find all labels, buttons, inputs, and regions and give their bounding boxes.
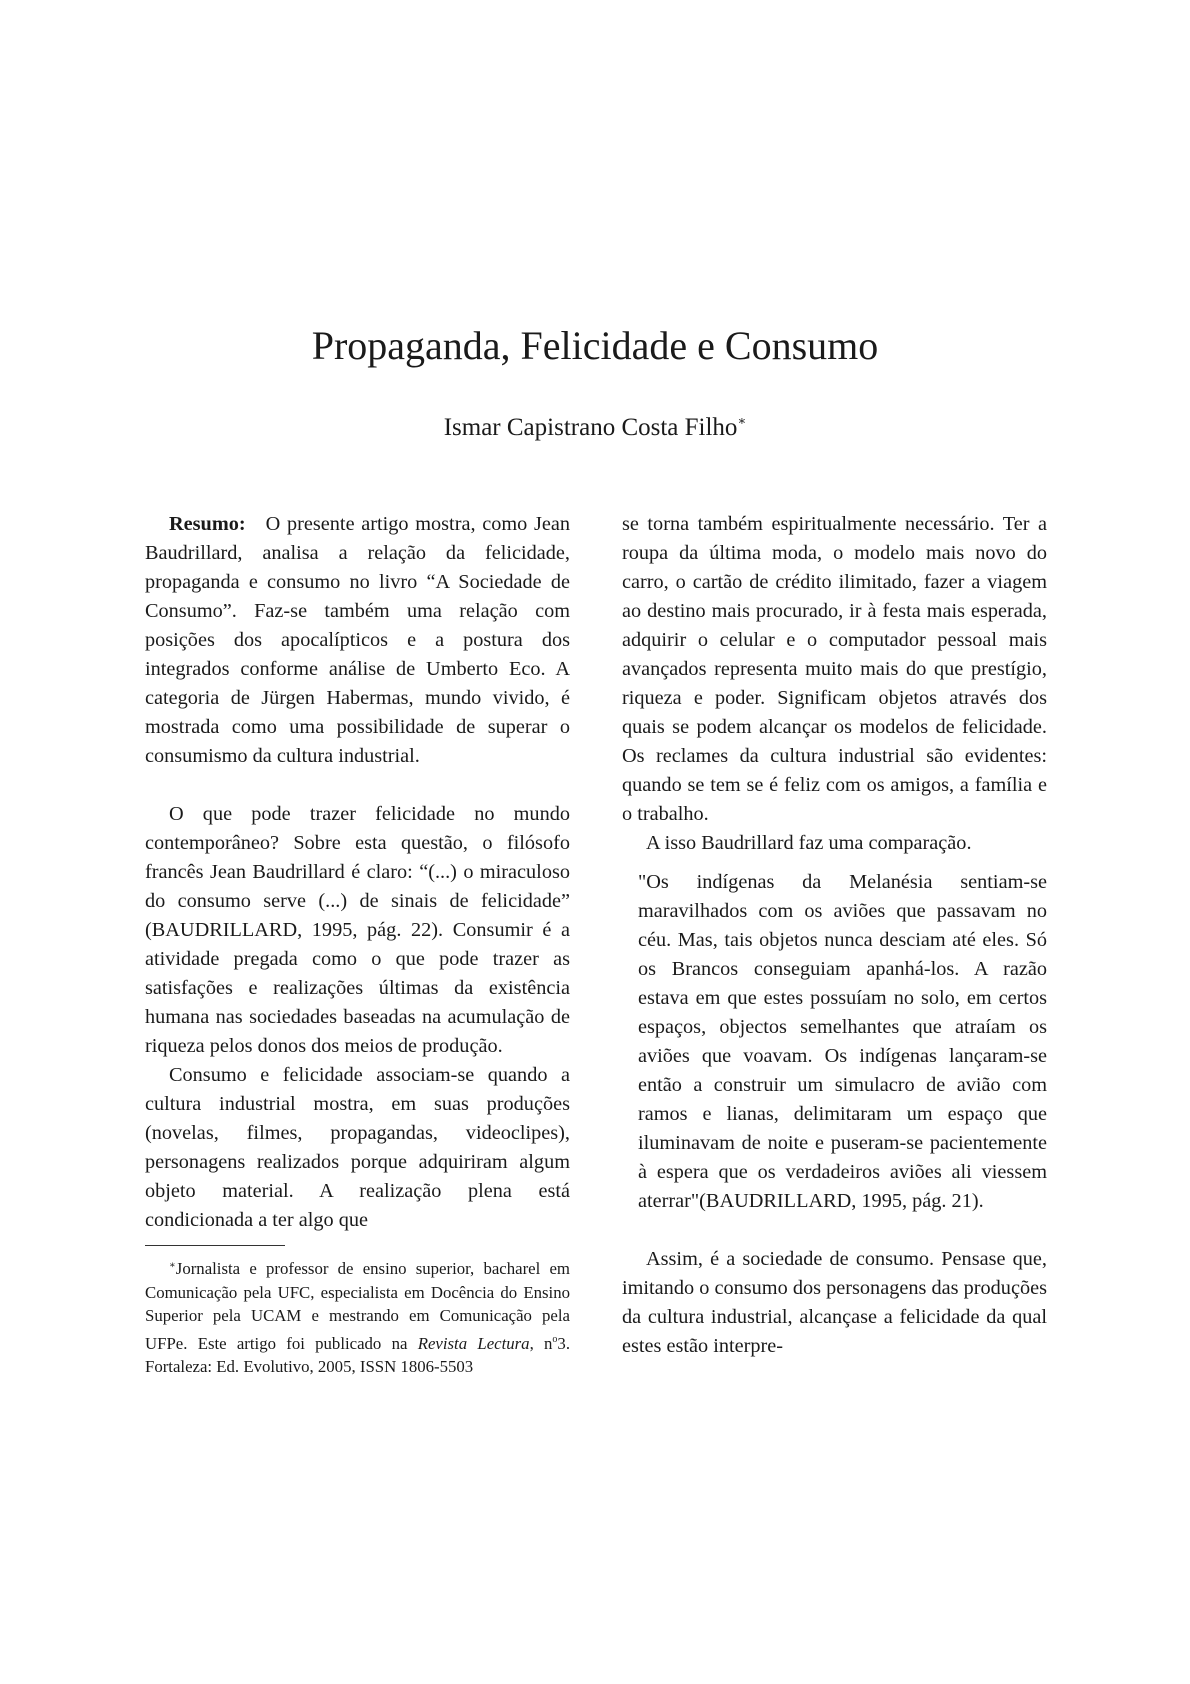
author-footnote-mark[interactable]: ∗ xyxy=(737,413,747,428)
section-gap xyxy=(145,771,570,800)
article-title: Propaganda, Felicidade e Consumo xyxy=(311,323,879,368)
abstract xyxy=(145,510,570,771)
footnote-text-a: Jornalista e professor de ensino superior, bacharel em Comunicação pela UFC, especialista em Docência do Ensino Superior pela UCAM e mestrando em Comunicação pela UFPe. Este artigo foi publicado na xyxy=(145,1259,570,1353)
right-column xyxy=(622,510,1047,1361)
author-name: Ismar Capistrano Costa Filho xyxy=(443,414,738,441)
body-paragraph-1: O que pode trazer felicidade no mundo contemporâneo? Sobre esta questão, o filósofo francês Jean Baudrillard é claro: “(...) o miraculoso do consumo serve (...) de sinais de felicidade” (BAUDRILLARD, 1995, pág. 22). Consumir é a atividade pregada como o que pode trazer as satisfações e realizações últimas da existência humana nas sociedades baseadas na acumulação de riqueza pelos donos dos meios de produção. xyxy=(145,803,570,1057)
author-line xyxy=(0,405,1190,444)
footnote-rule xyxy=(145,1245,285,1246)
footnote xyxy=(145,1254,570,1379)
footnote-issue-ordinal: o xyxy=(552,1333,558,1345)
abstract-text: O presente artigo mostra, como Jean Baudrillard, analisa a relação da felicidade, propaganda e consumo no livro “A Sociedade de Consumo”. Faz-se também uma relação com posições dos apocalípticos e a postura dos integrados conforme análise de Umberto Eco. A categoria de Jürgen Habermas, mundo vivido, é mostrada como uma possibilidade de superar o consumismo da cultura industrial. xyxy=(145,513,570,767)
section-gap-2 xyxy=(622,1216,1047,1245)
body-paragraph-2-continued: se torna também espiritualmente necessário. Ter a roupa da última moda, o modelo mais novo do carro, o cartão de crédito ilimitado, fazer a viagem ao destino mais procurado, ir à festa mais esperada, adquirir o celular e o computador pessoal mais avançados representa muito mais do que prestígio, riqueza e poder. Significam objetos através dos quais se podem alcançar os modelos de felicidade. Os reclames da cultura industrial são evidentes: quando se tem se é feliz com os amigos, a família e o trabalho. xyxy=(622,513,1047,825)
body-paragraph-4: Assim, é a sociedade de consumo. Pensase que, imitando o consumo dos personagens das produções da cultura industrial, alcançase a felicidade da qual estes estão interpre- xyxy=(622,1248,1047,1357)
footnote-journal: Revista Lectura xyxy=(417,1333,530,1353)
block-quote xyxy=(638,868,1047,1216)
footnote-issue-prefix: , n xyxy=(529,1333,553,1353)
abstract-label: Resumo: xyxy=(169,513,246,535)
body-paragraph-3: A isso Baudrillard faz uma comparação. xyxy=(646,832,972,854)
footnote-mark: ∗ xyxy=(169,1260,176,1271)
body-paragraph-2: Consumo e felicidade associam-se quando a cultura industrial mostra, em suas produções (novelas, filmes, propagandas, videoclipes), personagens realizados porque adquiriram algum objeto material. A realização plena está condicionada a ter algo que xyxy=(145,1064,570,1231)
block-quote-text: "Os indígenas da Melanésia sentiam-se maravilhados com os aviões que passavam no céu. Mas, tais objetos nunca desciam até eles. Só os Brancos conseguiam apanhá-los. A razão estava em que estes possuíam no solo, em certos espaços, objectos semelhantes que atraíam os aviões que voavam. Os indígenas lançaram-se então a construir um simulacro de avião com ramos e lianas, delimitaram um espaço que iluminavam de noite e puseram-se pacientemente à espera que os verdadeiros aviões ali viessem aterrar"(BAUDRILLARD, 1995, pág. 21). xyxy=(638,871,1047,1212)
left-column xyxy=(145,510,570,1379)
footnote-text-b: 3. Fortaleza: Ed. Evolutivo, 2005, ISSN 1806-5503 xyxy=(145,1333,571,1376)
